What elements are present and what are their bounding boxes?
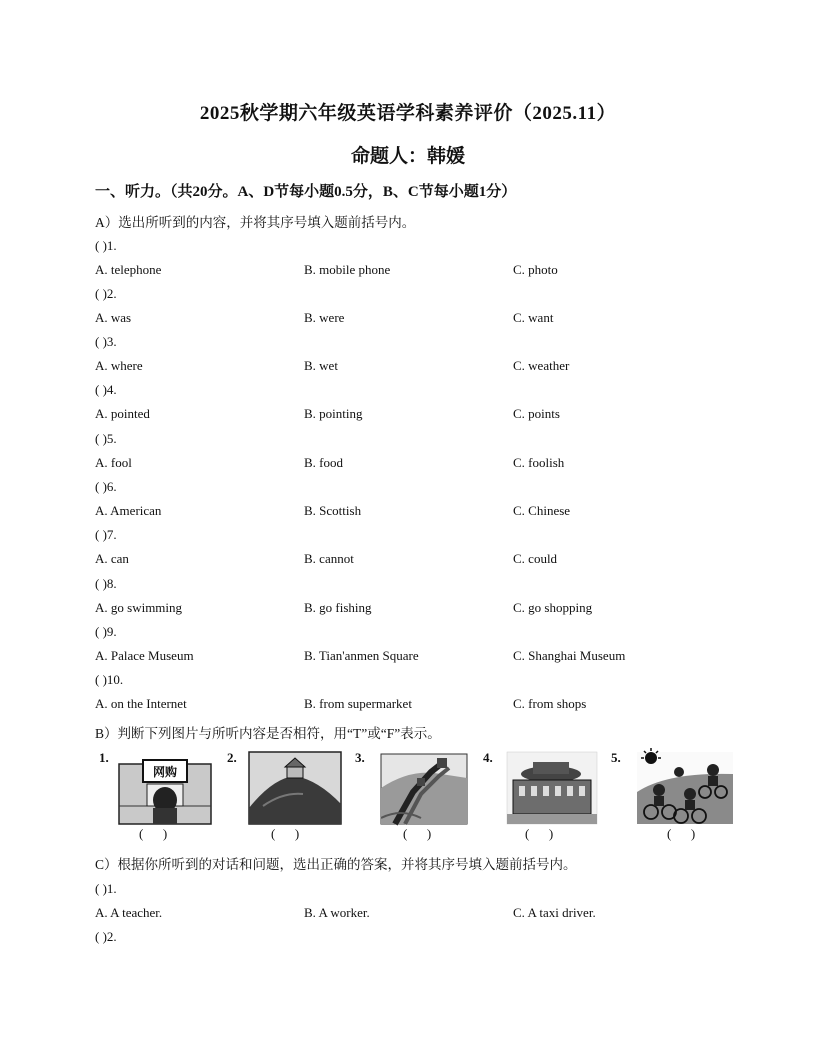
option-a: A. go swimming [95,600,183,615]
picture-3 [351,748,479,844]
option-c: C. Shanghai Museum [513,648,626,663]
option-c: C. want [513,310,554,325]
option-a: A. American [95,503,162,518]
answer-blank[interactable]: ( )1. [95,881,117,896]
picture-number: 4. [483,750,493,765]
option-c: C. Chinese [513,503,571,518]
answer-blank[interactable]: ( ) [271,826,300,841]
option-b: B. food [304,455,343,470]
option-b: B. wet [304,358,338,373]
answer-blank[interactable]: ( )7. [95,527,117,542]
option-b: B. go fishing [304,600,372,615]
option-a: A. was [95,310,132,325]
option-a: A. pointed [95,406,150,421]
option-a: A. can [95,551,129,566]
option-b: B. Tian'anmen Square [304,648,419,663]
answer-blank[interactable]: ( ) [403,826,432,841]
option-a: A. on the Internet [95,696,187,711]
section-heading-listening: 一、听力。（共20分。A、D节每小题0.5分，B、C节每小题1分） [95,184,517,200]
option-c: C. weather [513,358,570,373]
answer-blank[interactable]: ( )9. [95,624,117,639]
picture-row [95,748,735,844]
option-c: C. could [513,551,558,566]
option-a: A. where [95,358,143,373]
picture-5 [607,748,735,844]
picture-number: 5. [611,750,621,765]
picture-number: 3. [355,750,365,765]
answer-blank[interactable]: ( )6. [95,479,117,494]
picture-2 [223,748,351,844]
answer-blank[interactable]: ( )2. [95,929,117,944]
answer-blank[interactable]: ( )8. [95,576,117,591]
part-b-instruction: B）判断下列图片与所听内容是否相符，用“T”或“F”表示。 [95,726,441,741]
option-b: B. A worker. [304,905,370,920]
option-c: C. photo [513,262,558,277]
answer-blank[interactable]: ( )5. [95,431,117,446]
part-c-instruction: C）根据你所听到的对话和问题，选出正确的答案，并将其序号填入题前括号内。 [95,857,577,872]
answer-blank[interactable]: ( )2. [95,286,117,301]
answer-blank[interactable]: ( ) [667,826,696,841]
picture-4 [479,748,607,844]
part-a-instruction: A）选出所听到的内容，并将其序号填入题前括号内。 [95,215,416,230]
answer-blank[interactable]: ( )1. [95,238,117,253]
option-c: C. from shops [513,696,587,711]
option-c: C. foolish [513,455,565,470]
picture-number: 1. [99,750,109,765]
sign-text: 网购 [152,765,178,779]
option-b: B. cannot [304,551,354,566]
answer-blank[interactable]: ( )10. [95,672,124,687]
option-b: B. pointing [304,406,363,421]
picture-number: 2. [227,750,237,765]
option-c: C. A taxi driver. [513,905,596,920]
option-c: C. go shopping [513,600,593,615]
option-b: B. were [304,310,345,325]
exam-author: 命题人：韩媛 [350,146,465,167]
option-b: B. Scottish [304,503,362,518]
option-a: A. telephone [95,262,162,277]
answer-blank[interactable]: ( ) [525,826,554,841]
answer-blank[interactable]: ( )3. [95,334,117,349]
option-a: A. Palace Museum [95,648,194,663]
option-a: A. fool [95,455,132,470]
option-c: C. points [513,406,560,421]
picture-1 [95,748,223,844]
option-b: B. mobile phone [304,262,391,277]
exam-title: 2025秋学期六年级英语学科素养评价（2025.11） [199,103,617,124]
option-a: A. A teacher. [95,905,163,920]
answer-blank[interactable]: ( )4. [95,382,117,397]
option-b: B. from supermarket [304,696,412,711]
answer-blank[interactable]: ( ) [139,826,168,841]
